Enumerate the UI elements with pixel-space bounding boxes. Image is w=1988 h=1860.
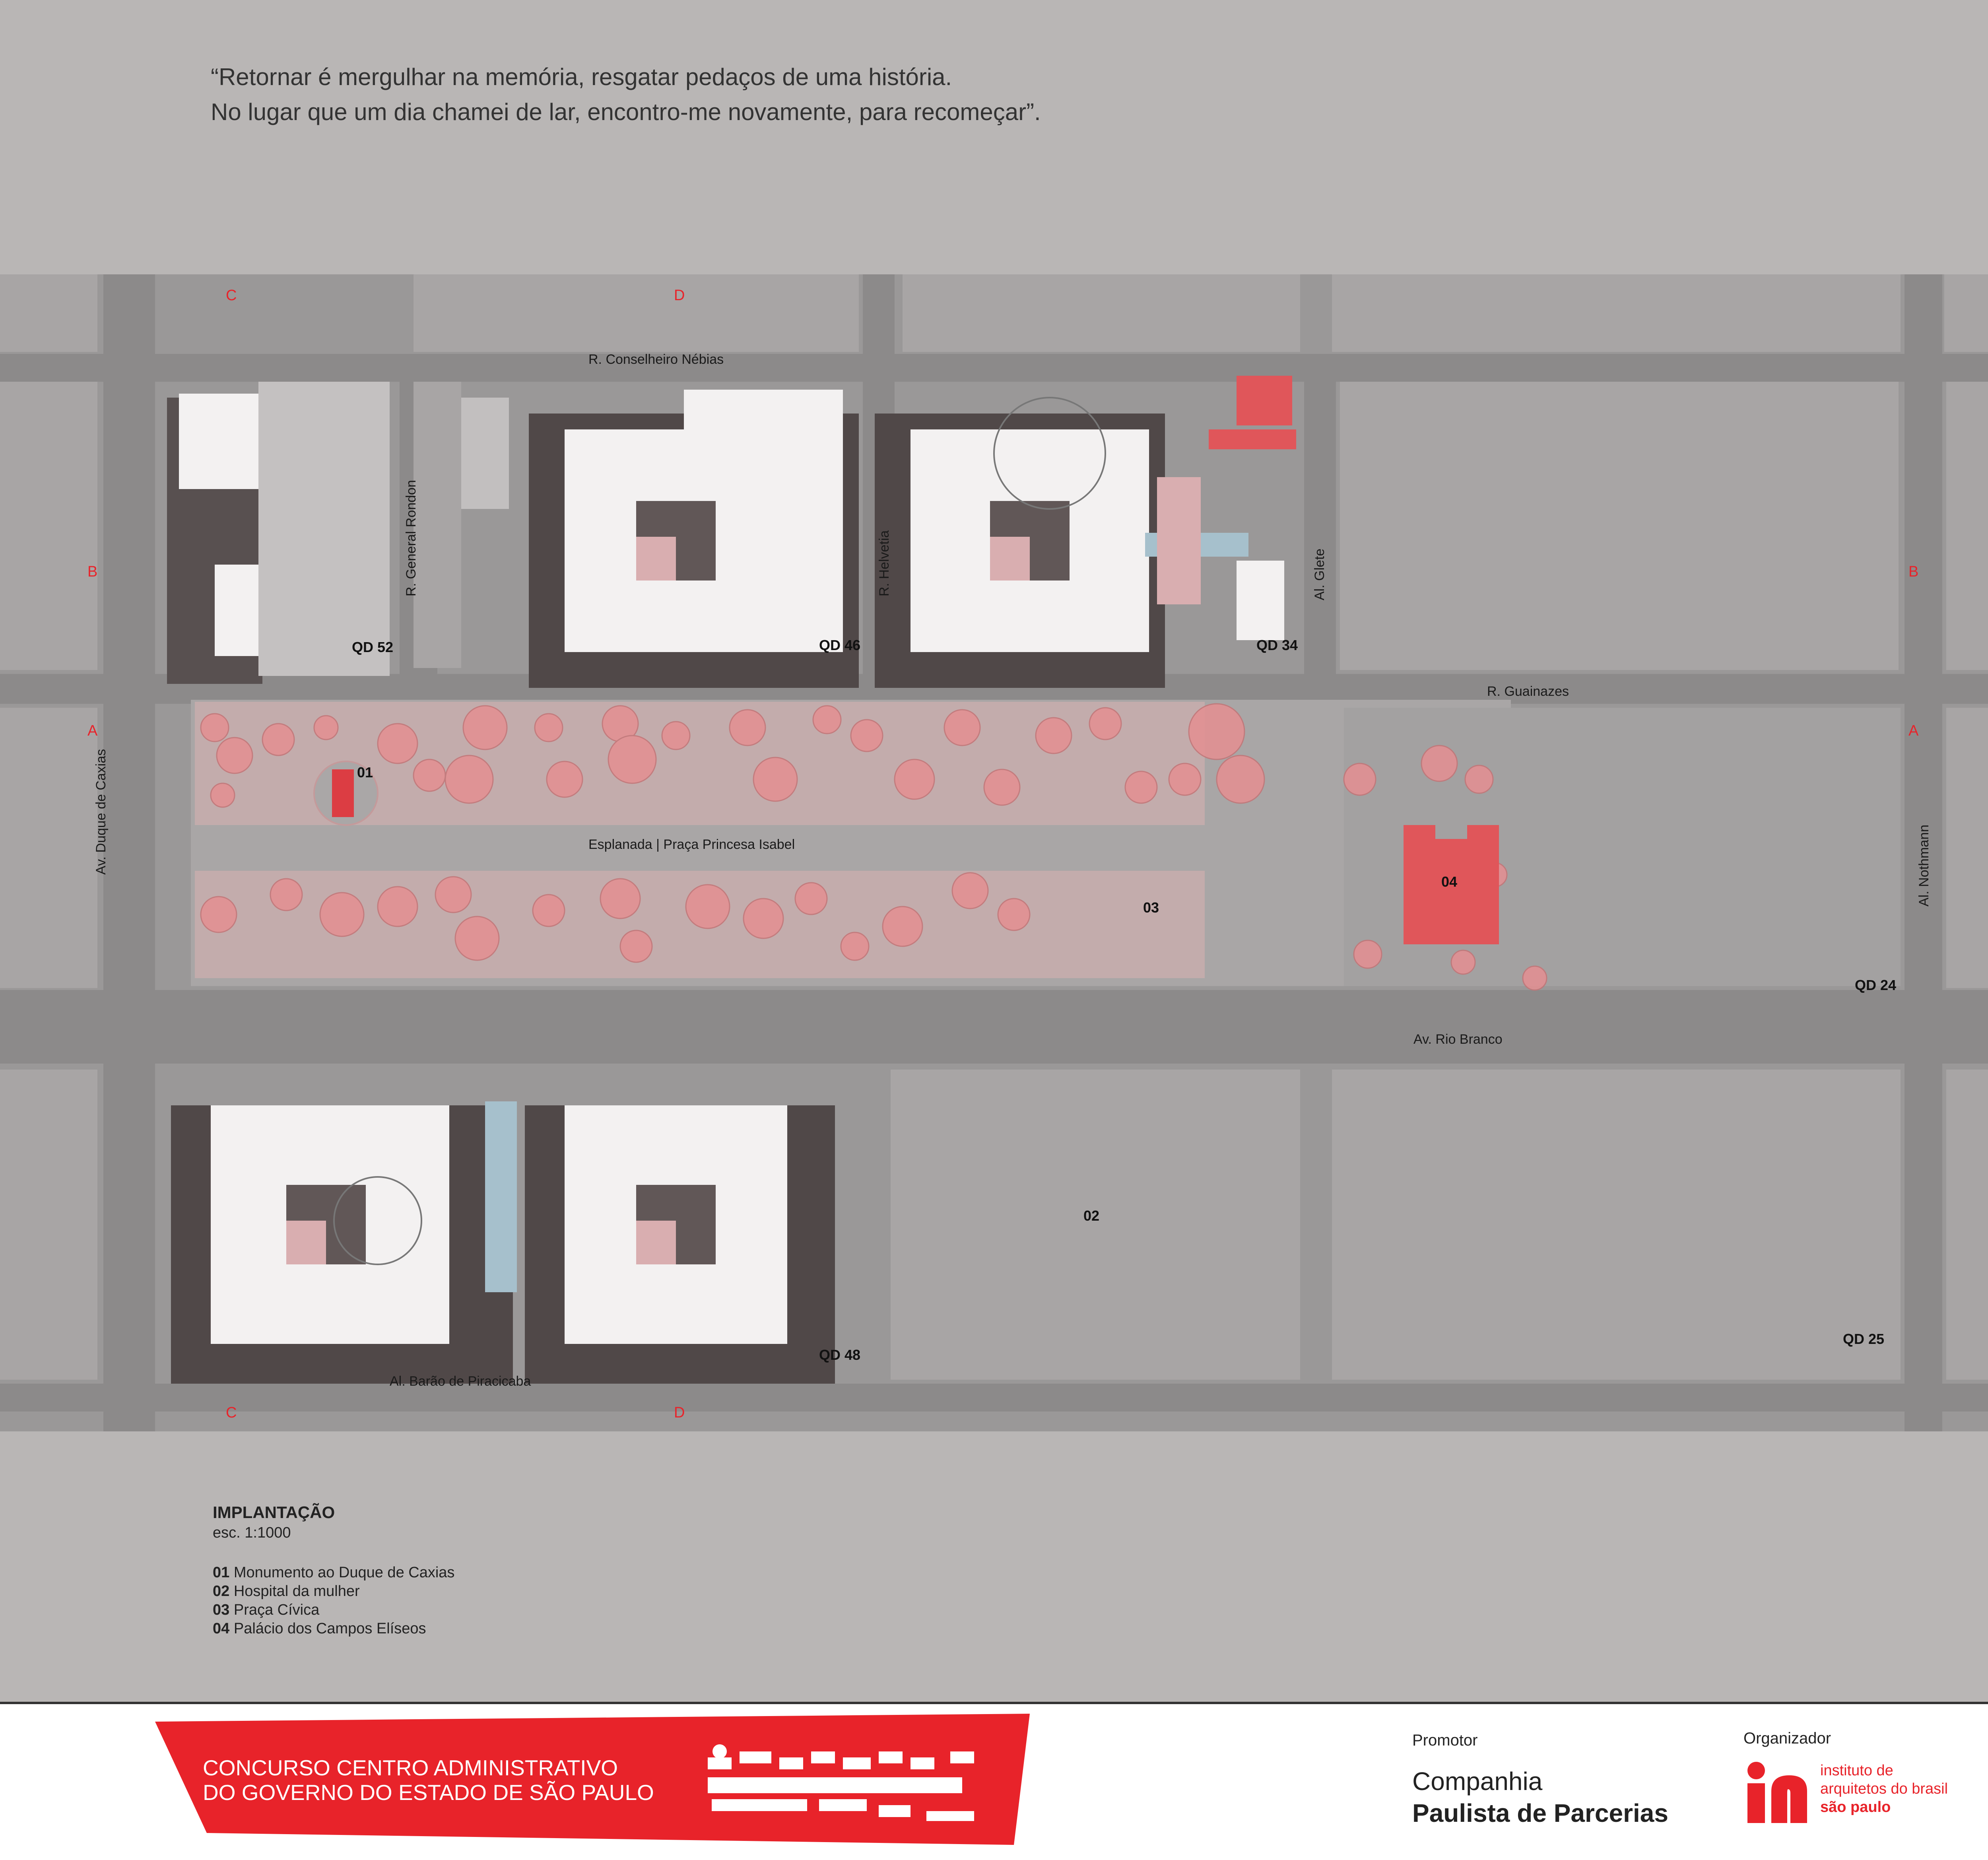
legend-item: 03 Praça Cívica	[213, 1602, 320, 1618]
label-03: 03	[1143, 899, 1159, 916]
label-qd34: QD 34	[1256, 637, 1298, 653]
legend-title: IMPLANTAÇÃO	[213, 1503, 335, 1522]
block-qd48	[171, 1101, 835, 1384]
legend-scale: esc. 1:1000	[213, 1524, 291, 1541]
banner-line-1: CONCURSO CENTRO ADMINISTRATIVO	[203, 1755, 618, 1780]
street-rio-branco	[0, 990, 1988, 1064]
legend-item: 04 Palácio dos Campos Elíseos	[213, 1620, 426, 1637]
banner-text	[203, 1755, 654, 1805]
street-glete	[1304, 382, 1336, 676]
legend	[213, 1503, 454, 1638]
section-a-right: A	[1908, 722, 1919, 739]
label-helvetia: R. Helvetia	[877, 530, 892, 596]
label-qd52: QD 52	[352, 639, 394, 655]
label-02: 02	[1083, 1208, 1100, 1224]
label-general-rondon: R. General Rondon	[404, 480, 419, 596]
legend-item: 02 Hospital da mulher	[213, 1583, 360, 1600]
label-rio-branco: Av. Rio Branco	[1413, 1032, 1503, 1047]
section-c-top: C	[226, 287, 237, 304]
label-conselheiro-nebias: R. Conselheiro Nébias	[588, 352, 724, 367]
street-conselheiro-nebias	[0, 354, 1988, 382]
iab-logo-icon	[1743, 1759, 1811, 1827]
label-barao-piracicaba: Al. Barão de Piracicaba	[390, 1374, 531, 1389]
section-a-left: A	[87, 722, 98, 739]
promotor-label: Promotor	[1412, 1732, 1478, 1749]
legend-items	[213, 1563, 454, 1638]
section-b-right: B	[1908, 563, 1919, 580]
label-qd48: QD 48	[819, 1347, 861, 1363]
quote	[211, 60, 1602, 130]
site-plan	[0, 274, 1988, 1431]
iab-text: instituto de arquitetos do brasil são paulo	[1820, 1762, 1948, 1815]
legend-item: 01 Monumento ao Duque de Caxias	[213, 1564, 455, 1581]
label-qd46: QD 46	[819, 637, 861, 653]
street-barao-piracicaba	[0, 1384, 1988, 1412]
street-duque-caxias	[103, 274, 155, 1431]
label-01: 01	[357, 764, 373, 781]
label-guainazes: R. Guainazes	[1487, 684, 1569, 699]
block-qd52	[167, 382, 390, 684]
section-c-bottom: C	[226, 1404, 237, 1421]
section-d-top: D	[674, 287, 685, 304]
label-glete: Al. Glete	[1312, 548, 1327, 600]
label-qd24: QD 24	[1855, 977, 1897, 993]
quote-line-2: No lugar que um dia chamei de lar, encontro-me novamente, para recomeçar”.	[211, 99, 1041, 125]
label-qd25: QD 25	[1843, 1331, 1885, 1347]
section-d-bottom: D	[674, 1404, 685, 1421]
quote-line-1: “Retornar é mergulhar na memória, resgatar pedaços de uma história.	[211, 64, 952, 90]
banner-line-2: DO GOVERNO DO ESTADO DE SÃO PAULO	[203, 1780, 654, 1805]
label-esplanada: Esplanada | Praça Princesa Isabel	[588, 837, 795, 852]
section-b-left: B	[87, 563, 98, 580]
label-nothmann: Al. Nothmann	[1916, 825, 1932, 907]
label-duque-caxias: Av. Duque de Caxias	[93, 749, 109, 875]
promotor-name: Companhia Paulista de Parcerias	[1412, 1767, 1668, 1827]
organizador-label: Organizador	[1743, 1730, 1831, 1747]
label-04: 04	[1441, 874, 1458, 890]
